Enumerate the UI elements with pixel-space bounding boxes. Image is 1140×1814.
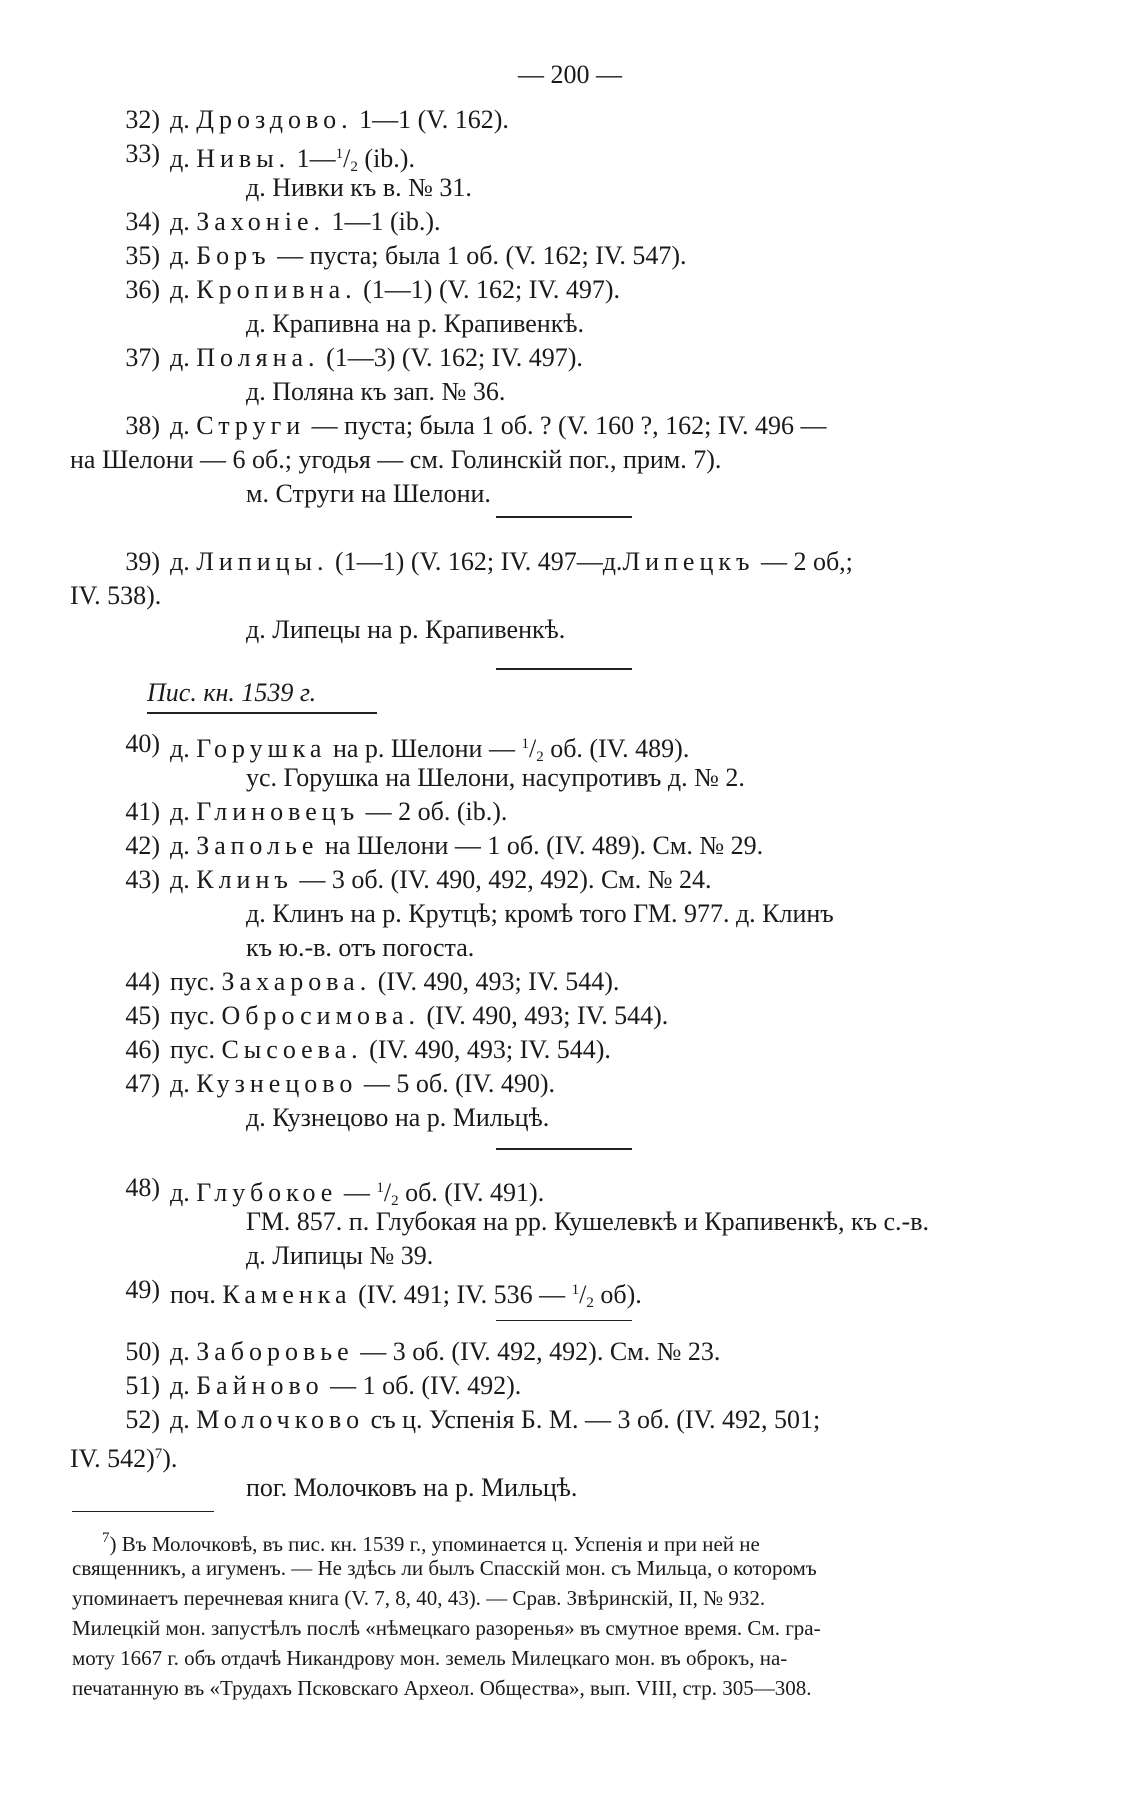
entry-number: 34) xyxy=(125,207,160,236)
footnote-line: упоминаетъ перечневая книга (V. 7, 8, 40, 43). — Срав. Звѣринскій, II, № 932. xyxy=(72,1586,766,1610)
entry-number: 45) xyxy=(125,1001,160,1030)
entry-text: об. (IV. 489). xyxy=(543,734,690,763)
page-number: — 200 — xyxy=(518,60,622,89)
entry-text: — 1 об. (IV. 492). xyxy=(323,1371,522,1400)
entry-text: — 5 об. (IV. 490). xyxy=(357,1069,555,1098)
entry-number: 52) xyxy=(125,1405,160,1434)
place-name: Дроздово. xyxy=(196,105,353,134)
modern-location: д. Липицы № 39. xyxy=(246,1241,434,1270)
entry-text: об). xyxy=(593,1280,642,1309)
entry-prefix: д. xyxy=(170,275,190,304)
entry-text: — 2 об,; xyxy=(754,547,853,576)
place-name: Липицы. xyxy=(196,547,329,576)
entry-prefix: д. xyxy=(170,343,190,372)
entry-prefix: пус. xyxy=(170,1001,215,1030)
entry-text: на Шелони — 1 об. (IV. 489). См. № 29. xyxy=(318,831,764,860)
entry-number: 37) xyxy=(125,343,160,372)
modern-location: пог. Молочковъ на р. Мильцѣ. xyxy=(246,1473,578,1502)
entry-text: — xyxy=(337,1178,377,1207)
continued-text: на Шелони — 6 об.; угодья — см. Голинскій пог., прим. 7). xyxy=(70,445,722,474)
entry-text: — 2 об. (ib.). xyxy=(359,797,508,826)
entry-number: 32) xyxy=(125,105,160,134)
entry-text: (IV. 490, 493; IV. 544). xyxy=(362,1035,611,1064)
entry-number: 36) xyxy=(125,275,160,304)
place-name: Кропивна. xyxy=(196,275,357,304)
entry-text: (1—1) (V. 162; IV. 497—д. xyxy=(328,547,623,576)
place-name: Кузнецово xyxy=(196,1069,358,1098)
continued-text: IV. 538). xyxy=(70,581,162,610)
place-name: Обросимова. xyxy=(221,1001,421,1030)
continued-text: IV. 542) xyxy=(70,1444,155,1473)
entry-prefix: пус. xyxy=(170,967,215,996)
place-name: Глубокое xyxy=(196,1178,338,1207)
entry-prefix: д. xyxy=(170,865,190,894)
fraction-numerator: 1 xyxy=(335,146,344,162)
separator-line xyxy=(496,1148,632,1150)
entry-prefix: д. xyxy=(170,1371,190,1400)
entry-text: об. (IV. 491). xyxy=(398,1178,545,1207)
entry-prefix: д. xyxy=(170,105,190,134)
entry-prefix: д. xyxy=(170,734,190,763)
footnote-line: Милецкій мон. запустѣлъ послѣ «нѣмецкаго разоренья» въ смутное время. См. гра- xyxy=(72,1616,821,1640)
modern-location: д. Кузнецово на р. Мильцѣ. xyxy=(246,1103,550,1132)
entry-prefix: д. xyxy=(170,1178,190,1207)
entry-number: 46) xyxy=(125,1035,160,1064)
entry-prefix: д. xyxy=(170,1405,190,1434)
place-name: Клинъ xyxy=(196,865,293,894)
footnote-marker: 7 xyxy=(102,1530,110,1546)
entry-number: 40) xyxy=(125,729,160,758)
entry-text: 1— xyxy=(290,144,336,173)
entry-number: 44) xyxy=(125,967,160,996)
separator-line xyxy=(496,516,632,518)
entry-text: (ib.). xyxy=(357,144,415,173)
entry-number: 48) xyxy=(125,1173,160,1202)
entry-text: (1—3) (V. 162; IV. 497). xyxy=(319,343,583,372)
entry-text: (IV. 491; IV. 536 — xyxy=(351,1280,572,1309)
place-name: Захоніе. xyxy=(196,207,325,236)
entry-text: 1—1 (V. 162). xyxy=(352,105,509,134)
entry-number: 41) xyxy=(125,797,160,826)
entry-number: 39) xyxy=(125,547,160,576)
place-name: Захарова. xyxy=(221,967,372,996)
modern-location: къ ю.-в. отъ погоста. xyxy=(246,933,475,962)
entry-number: 33) xyxy=(125,139,160,168)
place-name: Горушка xyxy=(196,734,327,763)
entry-number: 49) xyxy=(125,1275,160,1304)
fraction-denominator: 2 xyxy=(391,1193,399,1209)
footnote-text: ) Въ Молочковѣ, въ пис. кн. 1539 г., упоминается ц. Успенія и при ней не xyxy=(109,1532,760,1556)
entry-text: съ ц. Успенія Б. М. — 3 об. (IV. 492, 501; xyxy=(364,1405,821,1434)
entry-prefix: д. xyxy=(170,547,190,576)
footnote-reference: 7 xyxy=(154,1446,163,1462)
entry-prefix: д. xyxy=(170,241,190,270)
place-name: Каменка xyxy=(222,1280,352,1309)
place-name: Сысоева. xyxy=(221,1035,363,1064)
place-name: Заборовье xyxy=(196,1337,354,1366)
modern-location: м. Струги на Шелони. xyxy=(246,479,491,508)
place-name: Нивы. xyxy=(196,144,291,173)
entry-text: 1—1 (ib.). xyxy=(325,207,441,236)
entry-text: — пуста; была 1 об. ? (V. 160 ?, 162; IV. 496 — xyxy=(305,411,827,440)
place-name: Молочково xyxy=(196,1405,365,1434)
place-name: Струги xyxy=(196,411,306,440)
modern-location: д. Нивки къ в. № 31. xyxy=(246,173,472,202)
entry-number: 51) xyxy=(125,1371,160,1400)
entry-text: на р. Шелони — xyxy=(326,734,522,763)
entry-prefix: д. xyxy=(170,411,190,440)
entry-text: — пуста; была 1 об. (V. 162; IV. 547). xyxy=(270,241,687,270)
place-name: Поляна. xyxy=(196,343,320,372)
separator-line xyxy=(496,668,632,670)
place-name: Липецкъ xyxy=(622,547,755,576)
entry-number: 42) xyxy=(125,831,160,860)
entry-prefix: д. xyxy=(170,797,190,826)
fraction-numerator: 1 xyxy=(571,1282,580,1298)
entry-prefix: д. xyxy=(170,831,190,860)
entry-prefix: д. xyxy=(170,207,190,236)
footnote-rule xyxy=(72,1511,214,1512)
fraction-denominator: 2 xyxy=(586,1295,594,1311)
place-name: Заполье xyxy=(196,831,319,860)
entry-number: 38) xyxy=(125,411,160,440)
modern-location: д. Крапивна на р. Крапивенкѣ. xyxy=(246,309,584,338)
entry-prefix: пус. xyxy=(170,1035,215,1064)
continued-text: ). xyxy=(162,1444,178,1473)
modern-location: ус. Горушка на Шелони, насупротивъ д. № 2. xyxy=(246,763,745,792)
separator-line xyxy=(496,1320,632,1321)
modern-location: д. Липецы на р. Крапивенкѣ. xyxy=(246,615,566,644)
entry-prefix: д. xyxy=(170,144,190,173)
fraction-denominator: 2 xyxy=(536,749,544,765)
entry-number: 47) xyxy=(125,1069,160,1098)
entry-number: 43) xyxy=(125,865,160,894)
entry-text: (1—1) (V. 162; IV. 497). xyxy=(356,275,621,304)
modern-location: д. Клинъ на р. Крутцѣ; кромѣ того ГМ. 977. д. Клинъ xyxy=(246,899,834,928)
place-name: Байново xyxy=(196,1371,324,1400)
footnote-line: печатанную въ «Трудахъ Псковскаго Археол. Общества», вып. VIII, стр. 305—308. xyxy=(72,1676,812,1700)
entry-text: (IV. 490, 493; IV. 544). xyxy=(420,1001,669,1030)
entry-text: — 3 об. (IV. 490, 492, 492). См. № 24. xyxy=(292,865,712,894)
modern-location: д. Поляна къ зап. № 36. xyxy=(246,377,506,406)
entry-number: 35) xyxy=(125,241,160,270)
section-title: Пис. кн. 1539 г. xyxy=(147,678,317,707)
fraction-numerator: 1 xyxy=(376,1180,384,1196)
place-name: Боръ xyxy=(196,241,271,270)
entry-prefix: д. xyxy=(170,1337,190,1366)
entry-text: (IV. 490, 493; IV. 544). xyxy=(371,967,620,996)
footnote-line: священникъ, а игуменъ. — Не здѣсь ли былъ Спасскій мон. съ Мильца, о которомъ xyxy=(72,1556,817,1580)
entry-prefix: поч. xyxy=(170,1280,216,1309)
section-underline xyxy=(147,712,377,714)
modern-location: ГМ. 857. п. Глубокая на рр. Кушелевкѣ и Крапивенкѣ, къ с.-в. xyxy=(246,1207,929,1236)
book-page: — 200 — 32) д. Дроздово. 1—1 (V. 162). 33) д. Нивы. $1—^1/_2$ (ib.). д. Нивки къ в. № 31. 34) д. Захоніе. 1—1 (ib.). 35) д. Боръ — пуста; была 1 об. (V. 162; IV. 547). 36) д. Кропивна. (1—1) (V. 162; IV. 497). д. Крапивна на р. Крапивенкѣ. 37) д. Поляна. (1—3) (V. 162; IV. 497). д. Поляна къ зап. № 36. 38) д. Струги — пуста; была 1 об. ? (V. 160 ?, 162; IV. 496 — на Шелони — 6 об.; угодья — см. Голинскій пог., прим. 7). м. Струги на Шелони. 39) д. Липицы. (1—1) (V. 162; IV. 497—д.Липецкъ — 2 об,; IV. 538). д. Липецы на р. Крапивенкѣ. Пис. кн. 1539 г. 40) д. Горушка на р. Шелони — $^1/_2$ об. (IV. 489). ус. Горушка на Шелони, насупротивъ д. № 2. 41) д. Глиновецъ — 2 об. (ib.). 42) д. Заполье на Шелони — 1 об. (IV. 489). См. № 29. 43) д. Клинъ — 3 об. (IV. 490, 492, 492). См. № 24. д. Клинъ на р. Крутцѣ; кромѣ того ГМ. 977. д. Клинъ къ ю.-в. отъ погоста. 44) пус. Захарова. (IV. 490, 493; IV. 544). 45) пус. Обросимова. (IV. 490, 493; IV. 544). 46) пус. Сысоева. (IV. 490, 493; IV. 544). 47) д. Кузнецово — 5 об. (IV. 490). д. Кузнецово на р. Мильцѣ. 48) д. Глубокое — $^1/_2$ об. (IV. 491). ГМ. 857. п. Глубокая на рр. Кушелевкѣ и Крапивенкѣ, къ с.-в. д. Липицы № 39. 49) поч. Каменка (IV. 491; IV. 536 — $^1/_2$ об). 50) д. Заборовье — 3 об. (IV. 492, 492). См. № 23. 51) д. Байново — 1 об. (IV. 492). 52) д. Молочково съ ц. Успенія Б. М. — 3 об. (IV. 492, 501; IV. 542)$^7$). пог. Молочковъ на р. Мильцѣ. $^7$) Въ Молочковѣ, въ пис. кн. 1539 г., упоминается ц. Успенія и при ней не священникъ, а игуменъ. — Не здѣсь ли былъ Спасскій мон. съ Мильца, о которомъ упоминаетъ перечневая книга (V. 7, 8, 40, 43). — Срав. Звѣринскій, II, № 932. Милецкій мон. запустѣлъ послѣ «нѣмецкаго разоренья» въ смутное время. См. гра- моту 1667 г. объ отдачѣ Никандрову мон. земель Милецкаго мон. въ оброкъ, на- печатанную въ «Трудахъ Псковскаго Археол. Общества», вып. VIII, стр. 305—308. xyxy=(0,0,1140,1814)
footnote-line: моту 1667 г. объ отдачѣ Никандрову мон. земель Милецкаго мон. въ оброкъ, на- xyxy=(72,1646,788,1670)
place-name: Глиновецъ xyxy=(196,797,360,826)
fraction-denominator: 2 xyxy=(350,159,358,175)
entry-prefix: д. xyxy=(170,1069,190,1098)
entry-number: 50) xyxy=(125,1337,160,1366)
fraction-numerator: 1 xyxy=(521,736,529,752)
entry-text: — 3 об. (IV. 492, 492). См. № 23. xyxy=(353,1337,721,1366)
